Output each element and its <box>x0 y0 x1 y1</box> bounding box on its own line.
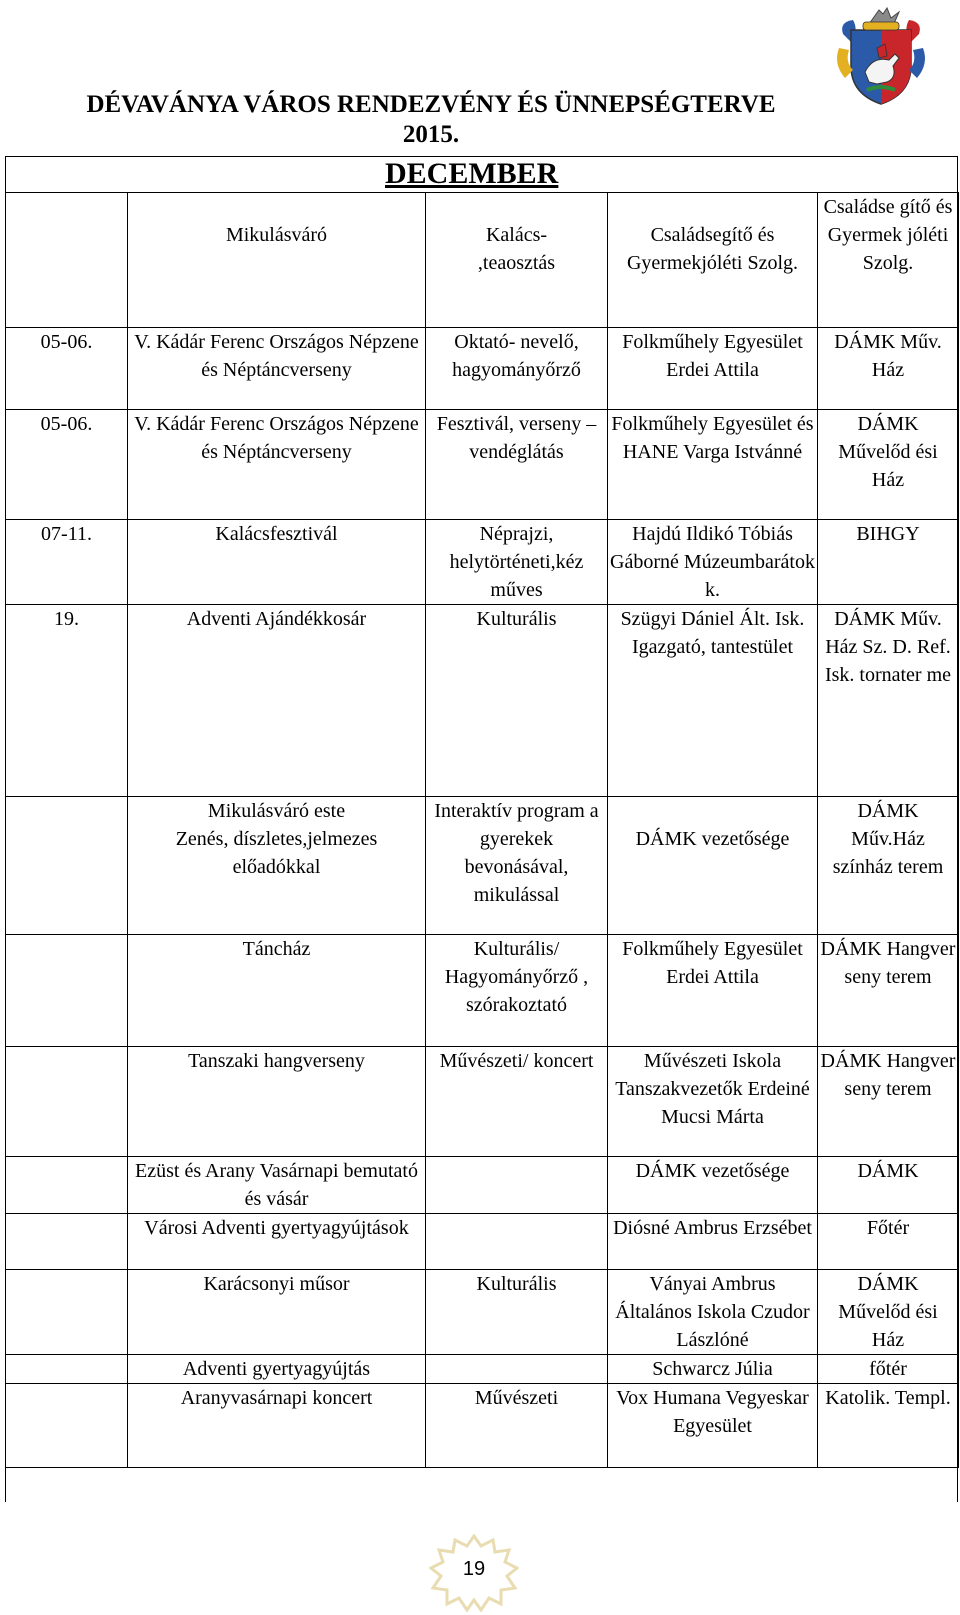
type-cell <box>426 1355 608 1384</box>
table-row <box>6 520 959 605</box>
type-cell: Művészeti/ koncert <box>426 1047 608 1157</box>
schedule-table <box>5 192 959 1468</box>
title-line-2: 2015. <box>402 121 460 148</box>
venue-cell: főtér <box>818 1355 959 1384</box>
date-cell <box>6 935 128 1047</box>
organizer-cell: Családsegítő és Gyermekjóléti Szolg. <box>608 193 818 328</box>
organizer-cell: Folkműhely Egyesület és HANE Varga Istvánné <box>608 410 818 520</box>
venue-cell: DÁMK Hangver seny terem <box>818 1047 959 1157</box>
event-cell: Adventi Ajándékkosár <box>128 605 426 797</box>
table-row <box>6 1047 959 1157</box>
type-cell <box>426 1157 608 1214</box>
event-cell: V. Kádár Ferenc Országos Népzene és Néptáncverseny <box>128 328 426 410</box>
type-cell: Kulturális <box>426 605 608 797</box>
organizer-cell: Folkműhely Egyesület Erdei Attila <box>608 935 818 1047</box>
table-row <box>6 1157 959 1214</box>
table-row <box>6 410 959 520</box>
organizer-cell: Szügyi Dániel Ált. Isk. Igazgató, tantestület <box>608 605 818 797</box>
event-cell: Karácsonyi műsor <box>128 1270 426 1355</box>
table-row <box>6 193 959 328</box>
table-row <box>6 935 959 1047</box>
type-cell: Oktató- nevelő, hagyományőrző <box>426 328 608 410</box>
venue-cell: BIHGY <box>818 520 959 605</box>
organizer-cell: Ványai Ambrus Általános Iskola Czudor Lászlóné <box>608 1270 818 1355</box>
table-row <box>6 1384 959 1468</box>
date-cell: 19. <box>6 605 128 797</box>
organizer-cell: Diósné Ambrus Erzsébet <box>608 1214 818 1270</box>
organizer-cell: Hajdú Ildikó Tóbiás Gáborné Múzeumbarátok k. <box>608 520 818 605</box>
table-row <box>6 797 959 935</box>
organizer-cell: DÁMK vezetősége <box>608 797 818 935</box>
venue-cell: DÁMK <box>818 1157 959 1214</box>
event-cell: Adventi gyertyagyújtás <box>128 1355 426 1384</box>
type-cell: Fesztivál, verseny – vendéglátás <box>426 410 608 520</box>
type-cell <box>426 193 608 328</box>
venue-cell: Főtér <box>818 1214 959 1270</box>
type-cell: Művészeti <box>426 1384 608 1468</box>
document-title <box>0 90 862 150</box>
event-cell: Ezüst és Arany Vasárnapi bemutató és vásár <box>128 1157 426 1214</box>
event-cell <box>128 797 426 935</box>
event-cell: Mikulásváró <box>128 193 426 328</box>
page-number <box>429 1534 519 1612</box>
date-cell <box>6 1384 128 1468</box>
date-cell <box>6 1047 128 1157</box>
type-cell-text: Kalács- ,teaosztás <box>477 224 556 274</box>
month-heading: DECEMBER <box>385 157 559 190</box>
venue-cell: DÁMK Műv. Ház Sz. D. Ref. Isk. tornater me <box>818 605 959 797</box>
date-cell <box>6 1355 128 1384</box>
event-cell: V. Kádár Ferenc Országos Népzene és Néptáncverseny <box>128 410 426 520</box>
page-number-text: 19 <box>462 1558 486 1580</box>
organizer-cell: Vox Humana Vegyeskar Egyesület <box>608 1384 818 1468</box>
date-cell: 07-11. <box>6 520 128 605</box>
table-row <box>6 328 959 410</box>
organizer-cell: DÁMK vezetősége <box>608 1157 818 1214</box>
venue-cell: DÁMK Műv. Ház <box>818 328 959 410</box>
event-cell: Táncház <box>128 935 426 1047</box>
table-row <box>6 1355 959 1384</box>
venue-cell: DÁMK Művelőd ési Ház <box>818 1270 959 1355</box>
organizer-cell: Művészeti Iskola Tanszakvezetők Erdeiné Mucsi Márta <box>608 1047 818 1157</box>
venue-cell: Családse gítő és Gyermek jóléti Szolg. <box>818 193 959 328</box>
event-cell: Tanszaki hangverseny <box>128 1047 426 1157</box>
venue-cell: DÁMK Műv.Ház színház terem <box>818 797 959 935</box>
date-cell: 05-06. <box>6 328 128 410</box>
table-row <box>6 1214 959 1270</box>
venue-cell: DÁMK Művelőd ési Ház <box>818 410 959 520</box>
venue-cell: Katolik. Templ. <box>818 1384 959 1468</box>
type-cell: Néprajzi, helytörténeti,kéz műves <box>426 520 608 605</box>
type-cell <box>426 1214 608 1270</box>
title-line-1: DÉVAVÁNYA VÁROS RENDEZVÉNY ÉS ÜNNEPSÉGTERVE <box>86 91 776 118</box>
type-cell: Kulturális <box>426 1270 608 1355</box>
event-cell: Városi Adventi gyertyagyújtások <box>128 1214 426 1270</box>
date-cell: 05-06. <box>6 410 128 520</box>
organizer-cell: Folkműhely Egyesület Erdei Attila <box>608 328 818 410</box>
date-cell <box>6 193 128 328</box>
table-row <box>6 605 959 797</box>
date-cell <box>6 1157 128 1214</box>
table-row <box>6 1270 959 1355</box>
organizer-cell: Schwarcz Júlia <box>608 1355 818 1384</box>
event-cell: Aranyvasárnapi koncert <box>128 1384 426 1468</box>
type-cell: Kulturális/ Hagyományőrző , szórakoztató <box>426 935 608 1047</box>
venue-cell: DÁMK Hangver seny terem <box>818 935 959 1047</box>
type-cell: Interaktív program a gyerekek bevonásával, mikulással <box>426 797 608 935</box>
event-cell: Kalácsfesztivál <box>128 520 426 605</box>
date-cell <box>6 1270 128 1355</box>
date-cell <box>6 797 128 935</box>
date-cell <box>6 1214 128 1270</box>
event-cell-text: Mikulásváró este Zenés, díszletes,jelmezes előadókkal <box>175 800 378 878</box>
